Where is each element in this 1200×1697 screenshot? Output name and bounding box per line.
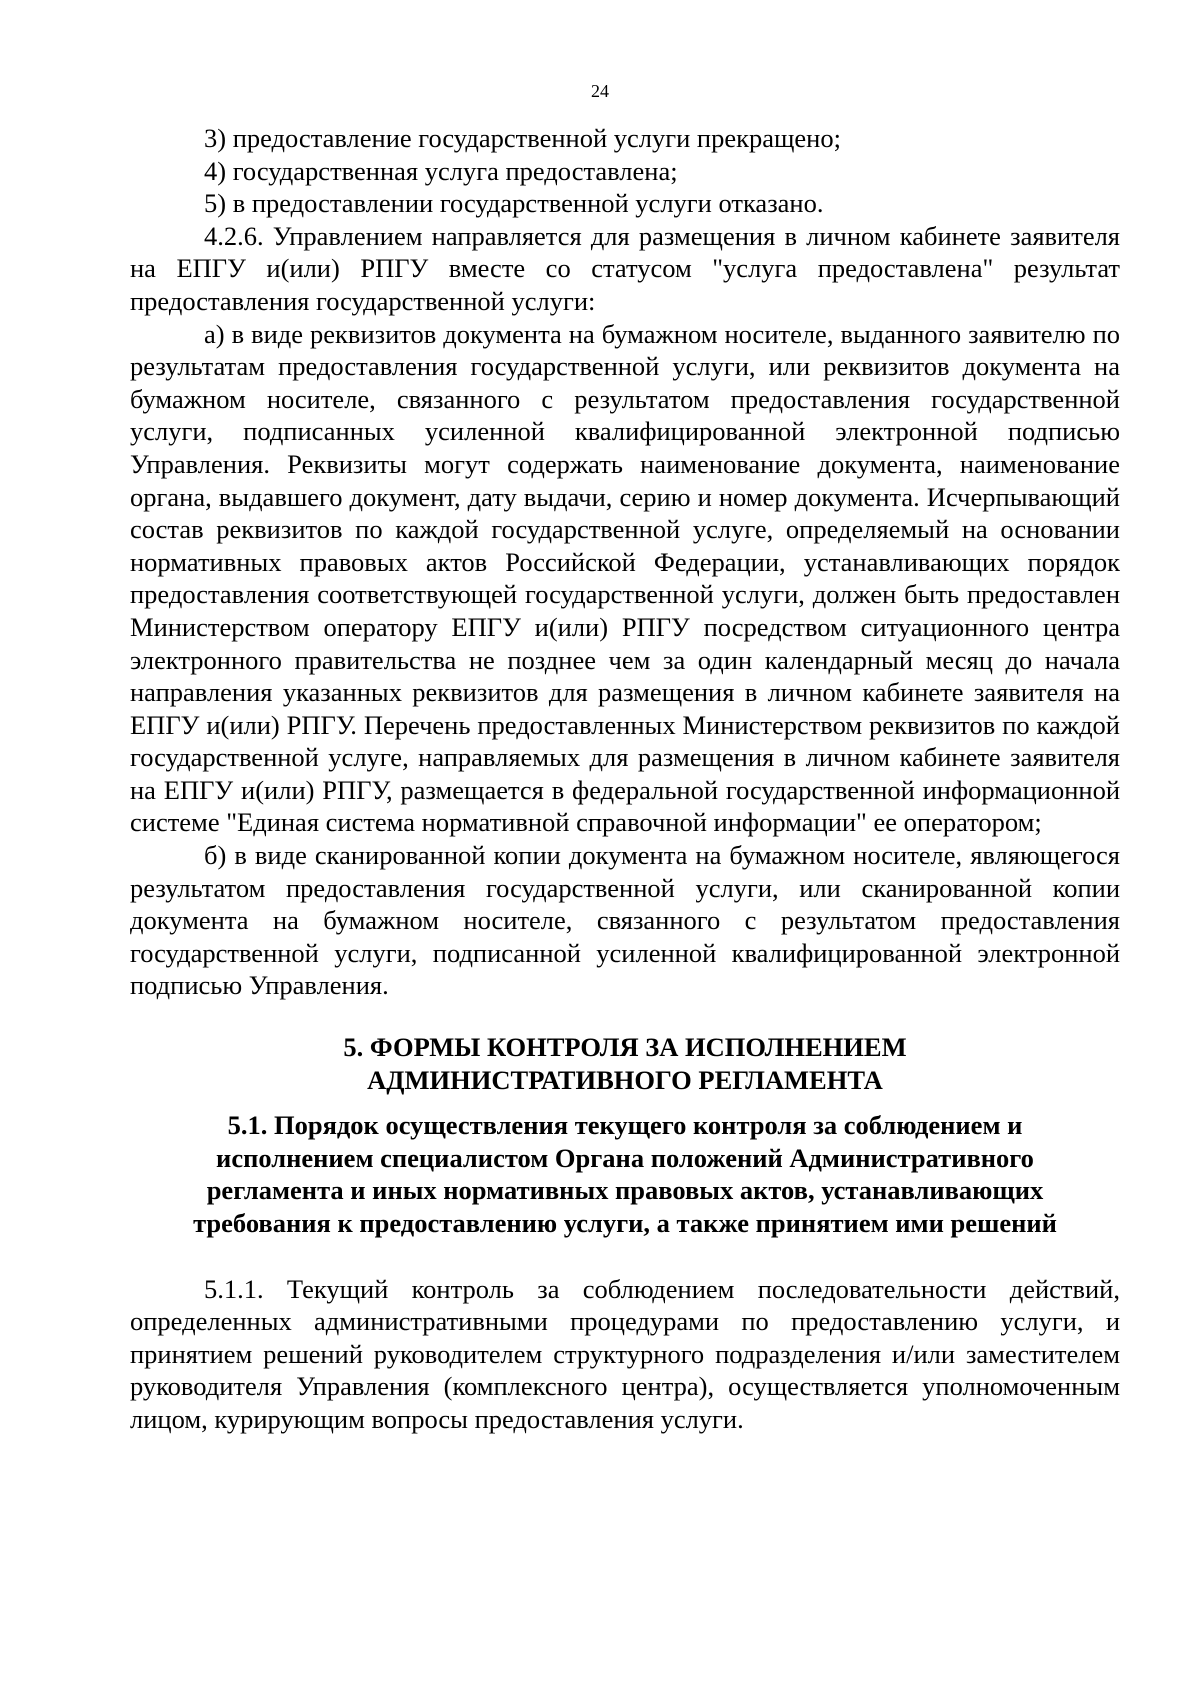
list-item-4: 4) государственная услуга предоставлена; [204,155,678,186]
clause-item-a: а) в виде реквизитов документа на бумажном носителе, выданного заявителю по результатам предоставления государственной услуги, или реквизитов документа на бумажном носителе, связанного с результатом предоставления государственной услуги, подписанных усиленной квалифицированной электронной подписью Управления. Реквизиты могут содержать наименование документа, наименование органа, выдавшего документ, дату выдачи, серию и номер документа. Исчерпывающий состав реквизитов по каждой государственной услуге, определяемый на основании нормативных правовых актов Российской Федерации, устанавливающих порядок предоставления соответствующей государственной услуги, должен быть предоставлен Министерством оператору ЕПГУ и(или) РПГУ посредством ситуационного центра электронного правительства не позднее чем за один календарный месяц до начала направления указанных реквизитов для размещения в личном кабинете заявителя на ЕПГУ и(или) РПГУ. Перечень предоставленных Министерством реквизитов по каждой государственной услуге, направляемых для размещения в личном кабинете заявителя на ЕПГУ и(или) РПГУ, размещается в федеральной государственной информационной системе "Единая система нормативной справочной информации" ее оператором; [130,318,1120,838]
subsection-title-line-2: исполнением специалистом Органа положений Административного [216,1142,1034,1173]
spacer [130,1240,1120,1273]
section-title-line-2: АДМИНИСТРАТИВНОГО РЕГЛАМЕНТА [367,1064,883,1095]
subsection-title-line-1: 5.1. Порядок осуществления текущего контроля за соблюдением и [227,1110,1023,1141]
document-body [130,122,1120,1436]
section-title [130,1031,1120,1096]
list-item-3: 3) предоставление государственной услуги прекращено; [204,123,841,153]
section-title-line-1: 5. ФОРМЫ КОНТРОЛЯ ЗА ИСПОЛНЕНИЕМ [343,1032,907,1063]
page-number: 24 [591,81,609,101]
subsection-title-line-4: требования к предоставлению услуги, а также принятием ими решений [193,1208,1057,1238]
subsection-title [130,1109,1120,1239]
clause-item-b: б) в виде сканированной копии документа на бумажном носителе, являющегося результатом предоставления государственной услуги, или сканированной копии документа на бумажном носителе, связанного с результатом предоставления государственной услуги, подписанной усиленной квалифицированной электронной подписью Управления. [130,840,1120,1001]
clause-5-1-1: 5.1.1. Текущий контроль за соблюдением последовательности действий, определенных административными процедурами по предоставлению услуги, и принятием решений руководителем структурного подразделения и/или заместителем руководителя Управления (комплексного центра), осуществляется уполномоченным лицом, курирующим вопросы предоставления услуги. [130,1273,1120,1434]
list-item-5: 5) в предоставлении государственной услуги отказано. [204,188,824,219]
clause-4-2-6: 4.2.6. Управлением направляется для размещения в личном кабинете заявителя на ЕПГУ и(или) РПГУ вместе со статусом "услуга предоставлена" результат предоставления государственной услуги: [130,220,1120,316]
subsection-title-line-3: регламента и иных нормативных правовых актов, устанавливающих [206,1175,1044,1206]
